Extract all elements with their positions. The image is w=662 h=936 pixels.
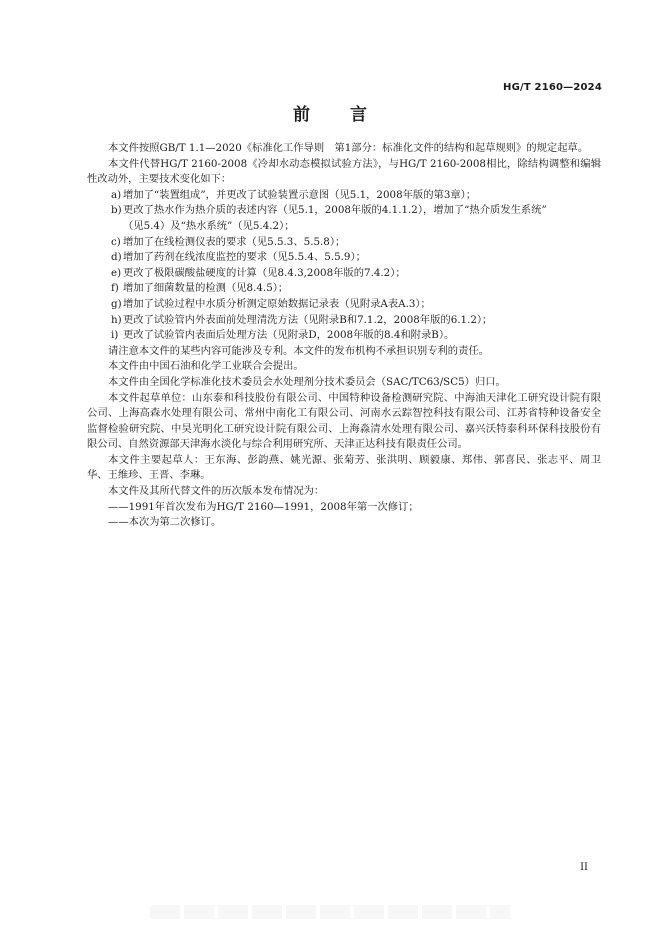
list-item-text: 更改了试验管内外表面前处理清洗方法（见附录B和7.1.2，2008年版的6.1.2）； [123,313,493,326]
list-item-continuation: （见5.4）及“热水系统”（见5.4.2）； [123,219,295,232]
list-item-text: 更改了试验管内表面后处理方法（见附录D，2008年版的8.4和附录B）。 [123,329,455,342]
history-item: ——本次为第二次修订。 [108,516,222,529]
paragraph-replaces: 本文件代替HG/T 2160-2008《冷却水动态模拟试验方法》，与HG/T 2160-2008相比，除结构调整和编辑性改动外，主要技术变化如下： [87,157,601,186]
list-item-label: g) [111,297,122,310]
paragraph-proposed-by: 本文件由中国石油和化学工业联合会提出。 [108,360,304,373]
paragraph-drafters: 本文件主要起草人：王东海、彭韵燕、姚光源、张菊芳、张洪明、顾毅康、郑伟、郭喜民、张志平、周卫华、王维珍、王晋、李琳。 [87,453,601,482]
list-item-text: 更改了极限碳酸盐硬度的计算（见8.4.3,2008年版的7.4.2）； [123,266,406,279]
list-item [87,235,601,251]
list-item-label: b) [111,204,122,217]
title-char-2: 言 [350,105,369,125]
list-item-text: 增加了药剂在线浓度监控的要求（见5.5.4、5.5.9）； [123,251,366,264]
list-item-text: 增加了“装置组成”，并更改了试验装置示意图（见5.1，2008年版的第3章）； [123,188,477,201]
list-item-label: d) [111,251,122,264]
list-item [87,188,601,204]
changes-list [87,188,601,344]
list-item-text: 增加了细菌数量的检测（见8.4.5）； [123,282,289,295]
list-item [87,266,601,282]
list-item-label: i) [111,329,119,342]
list-item-label: e) [111,266,122,279]
list-item-label: c) [111,235,121,248]
list-item-label: h) [111,313,122,326]
foreword-body [87,141,601,531]
history-item: ——1991年首次发布为HG/T 2160—1991，2008年第一次修订； [108,500,419,513]
list-item [87,328,601,344]
list-item [87,297,601,313]
paragraph-technical-committee: 本文件由全国化学标准化技术委员会水处理剂分技术委员会（SAC/TC63/SC5）归口。 [108,375,506,388]
document-code: HG/T 2160—2024 [503,82,602,93]
list-item-label: a) [111,188,122,201]
list-item-text: 增加了在线检测仪表的要求（见5.5.3、5.5.8）； [123,235,346,248]
paragraph-drafting-units: 本文件起草单位：山东泰和科技股份有限公司、中国特种设备检测研究院、中海油天津化工研究设计院有限公司、上海高森水处理有限公司、常州中南化工有限公司、河南水云踪智控科技有限公司、江苏省特种设备安全监督检验研究院、中昊光明化工研究设计院有限公司、上海淼清水处理有限公司、嘉兴沃特泰科环保科技股份有限公司、自然资源部天津海水淡化与综合利用研究所、天津正达科技有限责任公司。 [87,391,601,451]
page-title [0,100,662,125]
list-item [87,313,601,329]
paragraph-history-intro: 本文件及其所代替文件的历次版本发布情况为： [108,485,325,498]
list-item-text: 更改了热水作为热介质的表述内容（见5.1，2008年版的4.1.1.2），增加了“热介质发生系统” [123,204,547,217]
paragraph-drafting-rules: 本文件按照GB/T 1.1—2020《标准化工作导则 第1部分：标准化文件的结构和起草规则》的规定起草。 [108,142,589,154]
page-number: II [580,862,588,873]
list-item [87,250,601,266]
faint-watermark [150,905,510,919]
list-item-label: f) [111,282,119,295]
list-item-text: 增加了试验过程中水质分析测定原始数据记录表（见附录A表A.3）； [123,297,431,310]
list-item [87,281,601,297]
list-item [87,203,601,219]
title-char-1: 前 [293,105,312,125]
paragraph-patent-notice: 请注意本文件的某些内容可能涉及专利。本文件的发布机构不承担识别专利的责任。 [108,344,489,357]
